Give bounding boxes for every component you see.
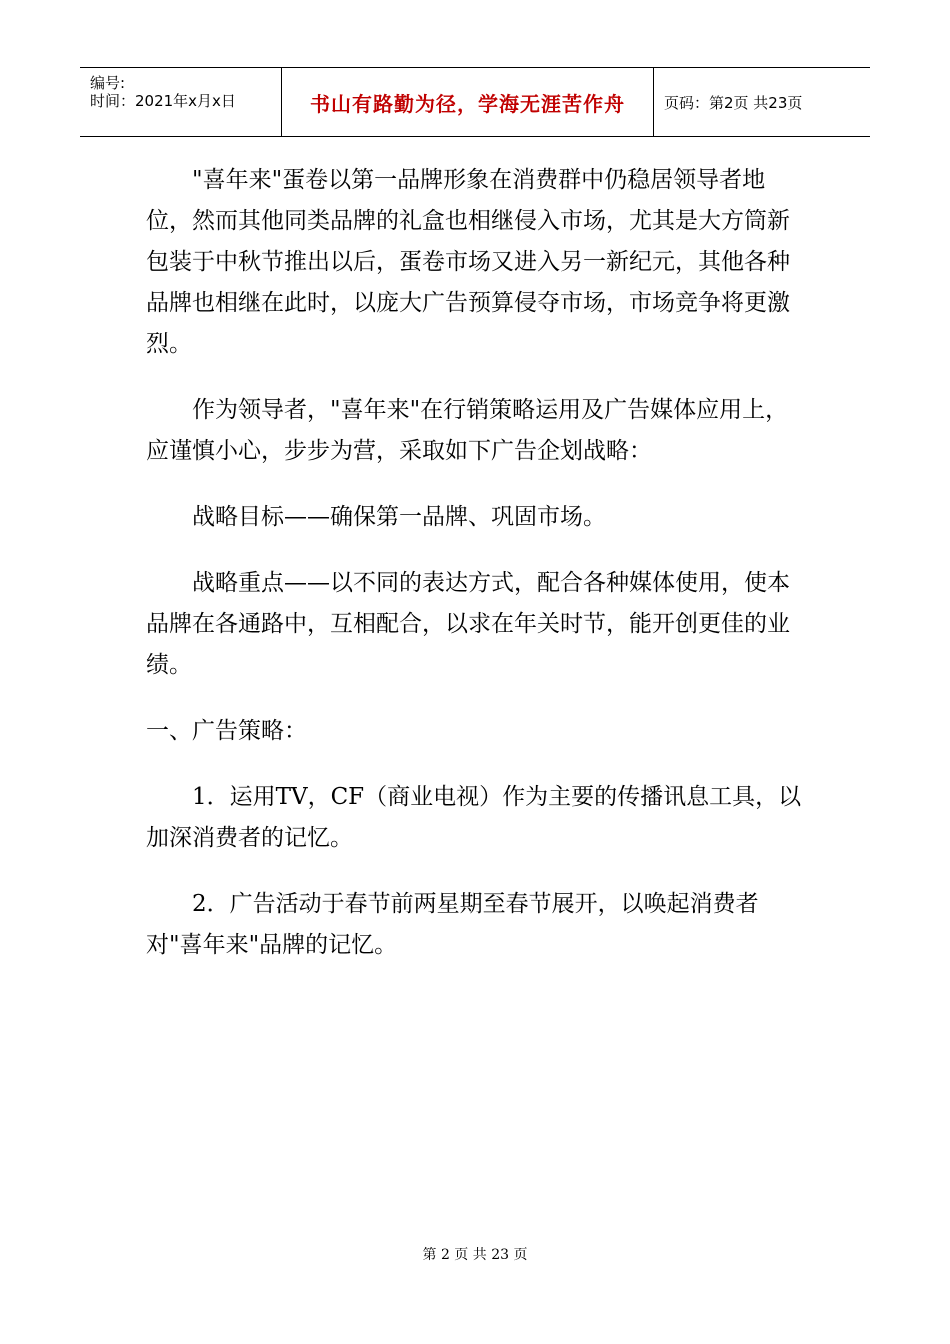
- section-heading-ad-strategy: 一、广告策略：: [146, 718, 307, 744]
- paragraph-strategy-goal: 战略目标——确保第一品牌、巩固市场。: [192, 504, 606, 530]
- paragraph-strategy-focus: 战略重点——以不同的表达方式，配合各种媒体使用，使本品牌在各通路中，互相配合，以求在年关时节，能开创更佳的业绩。: [146, 570, 790, 678]
- header-page-info: 页码：第2页 共23页: [664, 93, 803, 112]
- serial-label: 编号:: [90, 74, 126, 92]
- list-item-1: 1．运用TV，CF（商业电视）作为主要的传播讯息工具，以加深消费者的记忆。: [146, 784, 802, 851]
- page-footer: 第 2 页 共 23 页: [422, 1247, 528, 1263]
- list-item-2: 2．广告活动于春节前两星期至春节展开，以唤起消费者对"喜年来"品牌的记忆。: [146, 891, 759, 958]
- header-meta: [80, 68, 282, 136]
- page-header: [80, 67, 870, 137]
- document-body: [146, 160, 806, 991]
- paragraph-intro: "喜年来"蛋卷以第一品牌形象在消费群中仍稳居领导者地位，然而其他同类品牌的礼盒也相继侵入市场，尤其是大方筒新包装于中秋节推出以后，蛋卷市场又进入另一新纪元，其他各种品牌也相继在此时，以庞大广告预算侵夺市场，市场竞争将更激烈。: [146, 167, 790, 357]
- header-motto: 书山有路勤为径，学海无涯苦作舟: [282, 68, 654, 136]
- time-label: 时间：2021年x月x日: [90, 92, 236, 110]
- paragraph-leader: 作为领导者，"喜年来"在行销策略运用及广告媒体应用上，应谨慎小心，步步为营，采取如下广告企划战略：: [146, 397, 789, 464]
